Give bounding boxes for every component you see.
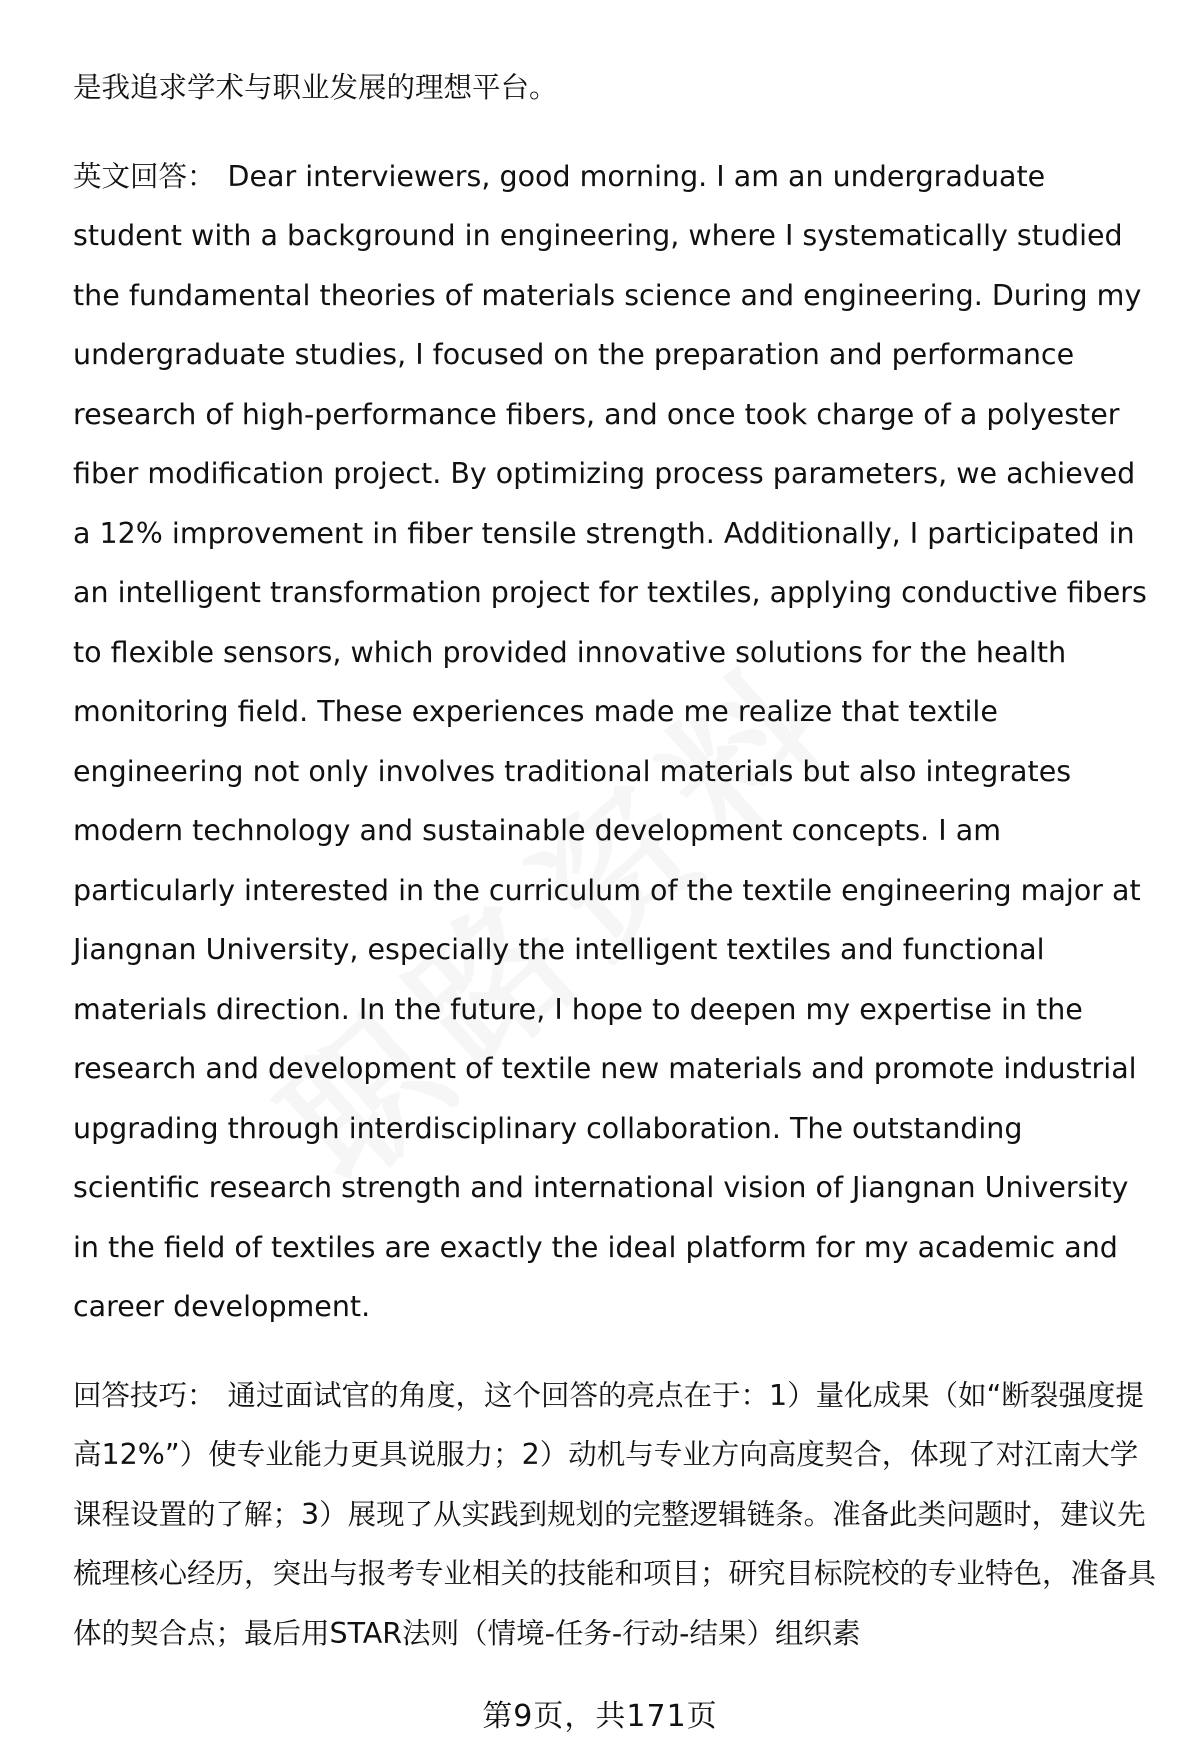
- page-number-footer: 第9页，共171页: [482, 1699, 718, 1734]
- intro-paragraph: [73, 58, 1158, 118]
- tips-label: 回答技巧：: [73, 1378, 216, 1412]
- intro-line: 是我追求学术与职业发展的理想平台。: [73, 71, 558, 104]
- english-answer-paragraph: [73, 147, 1158, 1337]
- tips-text: 通过面试官的角度，这个回答的亮点在于：1）量化成果（如“断裂强度提高12%”）使专业能力更具说服力；2）动机与专业方向高度契合，体现了对江南大学课程设置的了解；3）展现了从实践到规划的完整逻辑链条。准备此类问题时，建议先梳理核心经历，突出与报考专业相关的技能和项目；研究目标院校的专业特色，准备具体的契合点；最后用STAR法则（情境-任务-行动-结果）组织素: [73, 1378, 1157, 1650]
- english-answer-label: 英文回答：: [73, 159, 216, 193]
- page-content: [73, 58, 1158, 1692]
- tips-paragraph: [73, 1366, 1158, 1664]
- english-answer-text: Dear interviewers, good morning. I am an undergraduate student with a background in engineering, where I systematically studied the fundamental theories of materials science and engineering. During my undergraduate studies, I focused on the preparation and performance research of high-performance fibers, and once took charge of a polyester fiber modification project. By optimizing process parameters, we achieved a 12% improvement in fiber tensile strength. Additionally, I participated in an intelligent transformation project for textiles, applying conductive fibers to flexible sensors, which provided innovative solutions for the health monitoring field. These experiences made me realize that textile engineering not only involves traditional materials but also integrates modern technology and sustainable development concepts. I am particularly interested in the curriculum of the textile engineering major at Jiangnan University, especially the intelligent textiles and functional materials direction. In the future, I hope to deepen my expertise in the research and development of textile new materials and promote industrial upgrading through interdisciplinary collaboration. The outstanding scientific research strength and international vision of Jiangnan University in the field of textiles are exactly the ideal platform for my academic and career development.: [73, 159, 1147, 1323]
